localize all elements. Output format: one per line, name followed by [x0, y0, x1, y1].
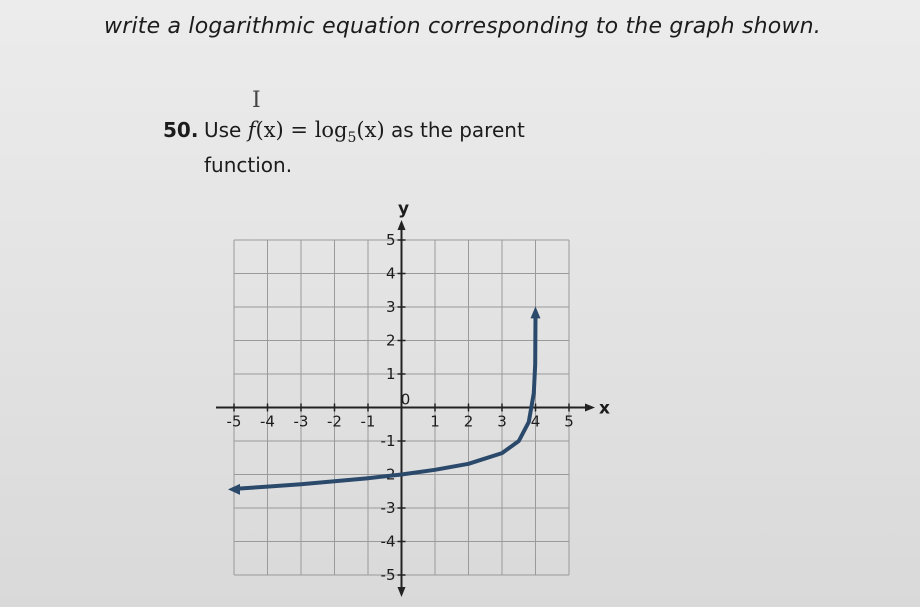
problem-number: 50. [163, 118, 199, 142]
log-arg: (x) [356, 118, 385, 142]
y-axis-arrow-icon [398, 220, 406, 230]
x-axis-label: x [599, 398, 610, 419]
func-equals-log: = log [283, 118, 348, 142]
y-tick-label: -2 [380, 465, 396, 484]
log-base: 5 [347, 130, 357, 147]
x-tick-label: 4 [530, 412, 541, 431]
y-tick-label: 5 [385, 231, 396, 249]
y-tick-label: 3 [385, 298, 396, 316]
y-tick-label: -3 [380, 499, 396, 517]
x-tick-label: 1 [430, 412, 440, 431]
x-tick-label: -4 [260, 412, 275, 431]
y-tick-label: -1 [380, 432, 396, 450]
x-tick-label: -1 [360, 412, 376, 431]
y-axis-arrow-down-icon [398, 587, 406, 597]
x-tick-label: -2 [327, 412, 342, 431]
problem-statement [204, 118, 525, 146]
y-axis-label: y [397, 199, 410, 219]
x-tick-label: 2 [463, 412, 474, 431]
y-tick-label: 1 [385, 365, 396, 383]
y-tick-label: -5 [380, 566, 396, 584]
y-tick-label: -4 [380, 532, 396, 551]
x-tick-label: -3 [293, 412, 309, 431]
x-tick-label: -5 [226, 412, 242, 431]
parent-function-math [247, 118, 385, 147]
curve-top-arrow-icon [530, 306, 540, 318]
axes [216, 220, 595, 597]
problem-statement-line2: function. [204, 153, 293, 177]
tick-labels [227, 199, 610, 584]
x-tick-label: 0 [400, 390, 411, 409]
x-tick-label: 3 [497, 412, 507, 431]
log-curve [234, 316, 536, 489]
y-tick-label: 4 [385, 264, 396, 283]
x-tick-label: 5 [564, 412, 574, 431]
func-arg: (x) [255, 118, 284, 142]
text-cursor-icon: I [252, 88, 261, 113]
instruction-text: write a logarithmic equation corresponding to the graph shown. [104, 14, 821, 39]
func-name: f [247, 118, 256, 142]
problem-text-parent: as the parent [384, 118, 525, 142]
y-tick-label: 2 [385, 331, 396, 350]
log-graph [200, 190, 620, 600]
problem-text-use: Use [204, 118, 248, 142]
x-axis-arrow-icon [585, 404, 595, 412]
